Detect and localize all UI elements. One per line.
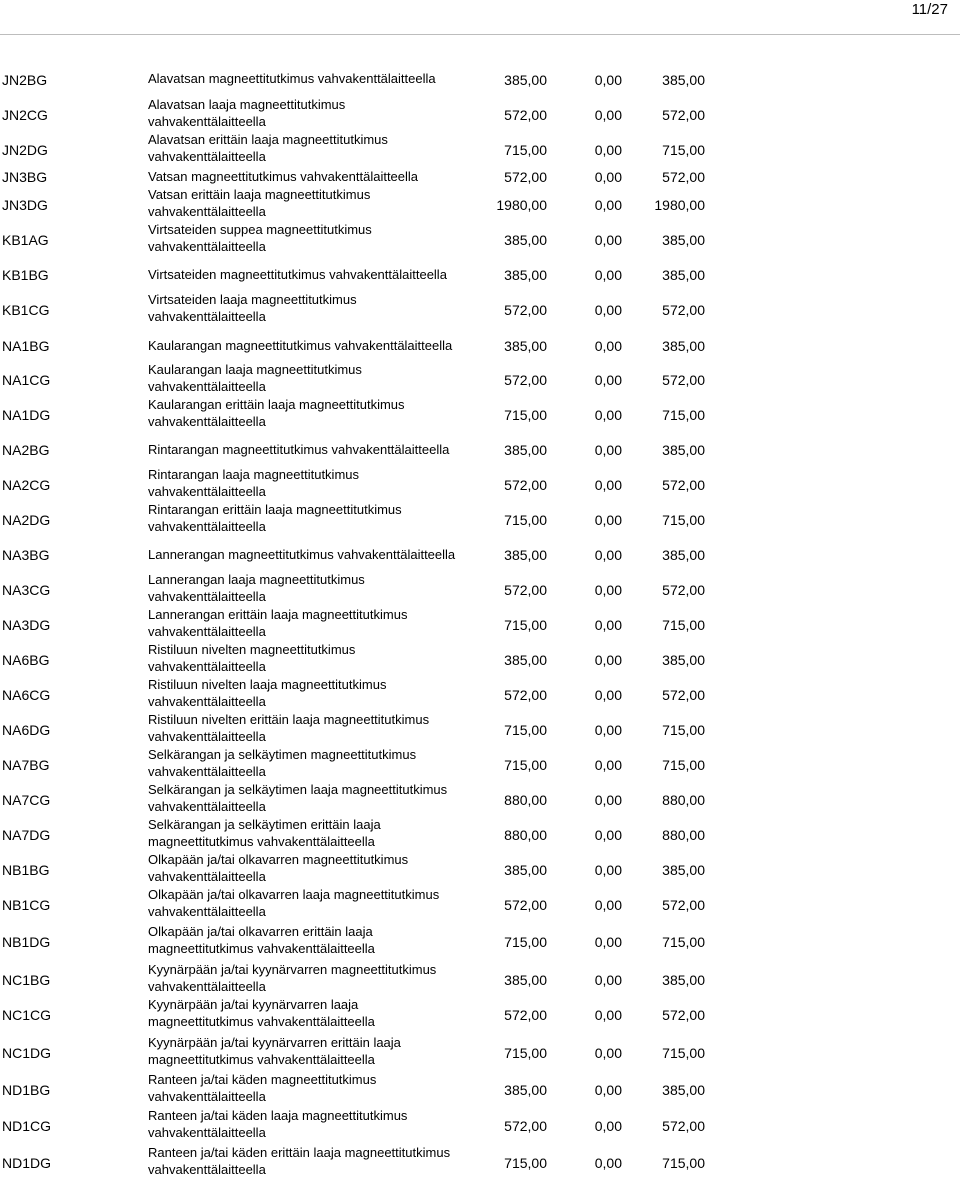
procedure-code: NA2DG	[2, 512, 51, 528]
discount-value: 0,00	[594, 582, 622, 598]
price-value: 572,00	[504, 107, 547, 123]
price-value: 880,00	[504, 827, 547, 843]
procedure-code: ND1CG	[2, 1118, 52, 1134]
header-divider	[0, 34, 960, 35]
total-value: 715,00	[662, 407, 705, 423]
procedure-description: Ristiluun nivelten laaja magneettitutkimus vahvakenttälaitteella	[148, 677, 387, 709]
procedure-code: ND1DG	[2, 1155, 52, 1171]
total-value: 572,00	[662, 169, 705, 185]
total-value: 385,00	[662, 862, 705, 878]
procedure-description: Vatsan magneettitutkimus vahvakenttälaitteella	[148, 169, 419, 184]
procedure-code: NA3DG	[2, 617, 51, 633]
total-value: 715,00	[662, 1155, 705, 1171]
total-value: 572,00	[662, 582, 705, 598]
price-value: 572,00	[504, 582, 547, 598]
price-value: 385,00	[504, 1082, 547, 1098]
total-value: 572,00	[662, 1118, 705, 1134]
price-value: 715,00	[504, 512, 547, 528]
discount-value: 0,00	[594, 687, 622, 703]
procedure-description: Lannerangan magneettitutkimus vahvakenttälaitteella	[148, 547, 456, 562]
discount-value: 0,00	[594, 1007, 622, 1023]
procedure-description: Olkapään ja/tai olkavarren erittäin laaja magneettitutkimus vahvakenttälaitteella	[148, 924, 375, 956]
procedure-description: Virtsateiden magneettitutkimus vahvakenttälaitteella	[148, 267, 447, 282]
discount-value: 0,00	[594, 197, 622, 213]
procedure-description: Kyynärpään ja/tai kyynärvarren laaja magneettitutkimus vahvakenttälaitteella	[148, 997, 375, 1029]
price-value: 572,00	[504, 169, 547, 185]
discount-value: 0,00	[594, 827, 622, 843]
procedure-description: Rintarangan erittäin laaja magneettitutkimus vahvakenttälaitteella	[148, 502, 402, 534]
total-value: 572,00	[662, 107, 705, 123]
discount-value: 0,00	[594, 1082, 622, 1098]
price-value: 572,00	[504, 302, 547, 318]
procedure-code: JN2CG	[2, 107, 48, 123]
procedure-description: Lannerangan laaja magneettitutkimus vahvakenttälaitteella	[148, 572, 365, 604]
price-value: 385,00	[504, 338, 547, 354]
total-value: 715,00	[662, 934, 705, 950]
procedure-code: KB1CG	[2, 302, 50, 318]
procedure-description: Vatsan erittäin laaja magneettitutkimus vahvakenttälaitteella	[148, 187, 371, 219]
total-value: 715,00	[662, 617, 705, 633]
price-value: 715,00	[504, 1045, 547, 1061]
price-value: 385,00	[504, 862, 547, 878]
procedure-code: NB1BG	[2, 862, 50, 878]
discount-value: 0,00	[594, 897, 622, 913]
discount-value: 0,00	[594, 107, 622, 123]
procedure-code: NB1CG	[2, 897, 51, 913]
price-value: 385,00	[504, 547, 547, 563]
procedure-code: JN2DG	[2, 142, 48, 158]
discount-value: 0,00	[594, 792, 622, 808]
procedure-code: NA1DG	[2, 407, 51, 423]
discount-value: 0,00	[594, 1118, 622, 1134]
price-value: 715,00	[504, 722, 547, 738]
total-value: 385,00	[662, 232, 705, 248]
procedure-code: NC1BG	[2, 972, 51, 988]
procedure-description: Selkärangan ja selkäytimen magneettitutkimus vahvakenttälaitteella	[148, 747, 417, 779]
procedure-code: NA1BG	[2, 338, 50, 354]
procedure-description: Kyynärpään ja/tai kyynärvarren erittäin laaja magneettitutkimus vahvakenttälaitteella	[148, 1035, 401, 1067]
procedure-code: NA3BG	[2, 547, 50, 563]
total-value: 880,00	[662, 792, 705, 808]
total-value: 385,00	[662, 72, 705, 88]
discount-value: 0,00	[594, 512, 622, 528]
total-value: 385,00	[662, 442, 705, 458]
total-value: 715,00	[662, 757, 705, 773]
procedure-description: Alavatsan erittäin laaja magneettitutkimus vahvakenttälaitteella	[148, 132, 388, 164]
price-value: 385,00	[504, 232, 547, 248]
price-value: 572,00	[504, 372, 547, 388]
procedure-code: NA6DG	[2, 722, 51, 738]
procedure-description: Olkapään ja/tai olkavarren laaja magneettitutkimus vahvakenttälaitteella	[148, 887, 440, 919]
discount-value: 0,00	[594, 407, 622, 423]
procedure-description: Rintarangan laaja magneettitutkimus vahvakenttälaitteella	[148, 467, 360, 499]
price-value: 572,00	[504, 687, 547, 703]
total-value: 385,00	[662, 338, 705, 354]
discount-value: 0,00	[594, 442, 622, 458]
discount-value: 0,00	[594, 862, 622, 878]
discount-value: 0,00	[594, 617, 622, 633]
price-value: 385,00	[504, 267, 547, 283]
procedure-code: NA7DG	[2, 827, 51, 843]
price-value: 385,00	[504, 652, 547, 668]
page-number: 11/27	[911, 1, 948, 18]
procedure-description: Selkärangan ja selkäytimen laaja magneettitutkimus vahvakenttälaitteella	[148, 782, 448, 814]
procedure-description: Ristiluun nivelten magneettitutkimus vahvakenttälaitteella	[148, 642, 356, 674]
discount-value: 0,00	[594, 232, 622, 248]
total-value: 715,00	[662, 1045, 705, 1061]
procedure-description: Kaularangan laaja magneettitutkimus vahvakenttälaitteella	[148, 362, 362, 394]
total-value: 385,00	[662, 267, 705, 283]
procedure-code: NA6BG	[2, 652, 50, 668]
discount-value: 0,00	[594, 267, 622, 283]
discount-value: 0,00	[594, 757, 622, 773]
procedure-description: Alavatsan magneettitutkimus vahvakenttälaitteella	[148, 71, 436, 86]
procedure-code: NA7CG	[2, 792, 51, 808]
procedure-description: Kyynärpään ja/tai kyynärvarren magneettitutkimus vahvakenttälaitteella	[148, 962, 437, 994]
price-value: 572,00	[504, 1118, 547, 1134]
total-value: 715,00	[662, 512, 705, 528]
discount-value: 0,00	[594, 547, 622, 563]
procedure-code: NC1DG	[2, 1045, 52, 1061]
procedure-code: NA3CG	[2, 582, 51, 598]
procedure-code: KB1BG	[2, 267, 49, 283]
price-value: 715,00	[504, 407, 547, 423]
total-value: 572,00	[662, 477, 705, 493]
discount-value: 0,00	[594, 142, 622, 158]
procedure-code: NA6CG	[2, 687, 51, 703]
discount-value: 0,00	[594, 934, 622, 950]
procedure-description: Ristiluun nivelten erittäin laaja magneettitutkimus vahvakenttälaitteella	[148, 712, 430, 744]
price-value: 385,00	[504, 972, 547, 988]
total-value: 572,00	[662, 302, 705, 318]
procedure-code: JN3DG	[2, 197, 48, 213]
procedure-description: Virtsateiden suppea magneettitutkimus vahvakenttälaitteella	[148, 222, 372, 254]
procedure-code: NC1CG	[2, 1007, 52, 1023]
procedure-code: JN2BG	[2, 72, 48, 88]
total-value: 572,00	[662, 897, 705, 913]
price-value: 572,00	[504, 477, 547, 493]
price-value: 1980,00	[496, 197, 547, 213]
procedure-description: Rintarangan magneettitutkimus vahvakenttälaitteella	[148, 442, 450, 457]
price-value: 715,00	[504, 757, 547, 773]
total-value: 1980,00	[654, 197, 705, 213]
discount-value: 0,00	[594, 972, 622, 988]
procedure-description: Ranteen ja/tai käden laaja magneettitutkimus vahvakenttälaitteella	[148, 1108, 408, 1140]
discount-value: 0,00	[594, 72, 622, 88]
discount-value: 0,00	[594, 477, 622, 493]
price-value: 385,00	[504, 72, 547, 88]
discount-value: 0,00	[594, 302, 622, 318]
price-value: 715,00	[504, 934, 547, 950]
procedure-description: Virtsateiden laaja magneettitutkimus vahvakenttälaitteella	[148, 292, 357, 324]
discount-value: 0,00	[594, 372, 622, 388]
procedure-code: NA1CG	[2, 372, 51, 388]
procedure-code: ND1BG	[2, 1082, 51, 1098]
price-value: 385,00	[504, 442, 547, 458]
total-value: 572,00	[662, 687, 705, 703]
total-value: 715,00	[662, 722, 705, 738]
price-value: 572,00	[504, 1007, 547, 1023]
procedure-code: NA7BG	[2, 757, 50, 773]
total-value: 715,00	[662, 142, 705, 158]
total-value: 572,00	[662, 372, 705, 388]
price-value: 715,00	[504, 1155, 547, 1171]
procedure-description: Kaularangan magneettitutkimus vahvakenttälaitteella	[148, 338, 453, 353]
procedure-code: KB1AG	[2, 232, 49, 248]
price-value: 572,00	[504, 897, 547, 913]
procedure-code: NB1DG	[2, 934, 51, 950]
total-value: 385,00	[662, 1082, 705, 1098]
procedure-description: Olkapään ja/tai olkavarren magneettitutkimus vahvakenttälaitteella	[148, 852, 409, 884]
procedure-description: Ranteen ja/tai käden erittäin laaja magneettitutkimus vahvakenttälaitteella	[148, 1145, 451, 1177]
procedure-code: NA2BG	[2, 442, 50, 458]
procedure-description: Ranteen ja/tai käden magneettitutkimus vahvakenttälaitteella	[148, 1072, 377, 1104]
discount-value: 0,00	[594, 338, 622, 354]
procedure-description: Lannerangan erittäin laaja magneettitutkimus vahvakenttälaitteella	[148, 607, 408, 639]
total-value: 385,00	[662, 972, 705, 988]
total-value: 572,00	[662, 1007, 705, 1023]
discount-value: 0,00	[594, 1045, 622, 1061]
discount-value: 0,00	[594, 652, 622, 668]
discount-value: 0,00	[594, 722, 622, 738]
discount-value: 0,00	[594, 1155, 622, 1171]
price-value: 715,00	[504, 617, 547, 633]
procedure-description: Selkärangan ja selkäytimen erittäin laaja magneettitutkimus vahvakenttälaitteella	[148, 817, 381, 849]
total-value: 385,00	[662, 547, 705, 563]
price-value: 880,00	[504, 792, 547, 808]
price-value: 715,00	[504, 142, 547, 158]
procedure-description: Alavatsan laaja magneettitutkimus vahvakenttälaitteella	[148, 97, 346, 129]
total-value: 880,00	[662, 827, 705, 843]
procedure-code: JN3BG	[2, 169, 48, 185]
total-value: 385,00	[662, 652, 705, 668]
discount-value: 0,00	[594, 169, 622, 185]
procedure-code: NA2CG	[2, 477, 51, 493]
procedure-description: Kaularangan erittäin laaja magneettitutkimus vahvakenttälaitteella	[148, 397, 405, 429]
